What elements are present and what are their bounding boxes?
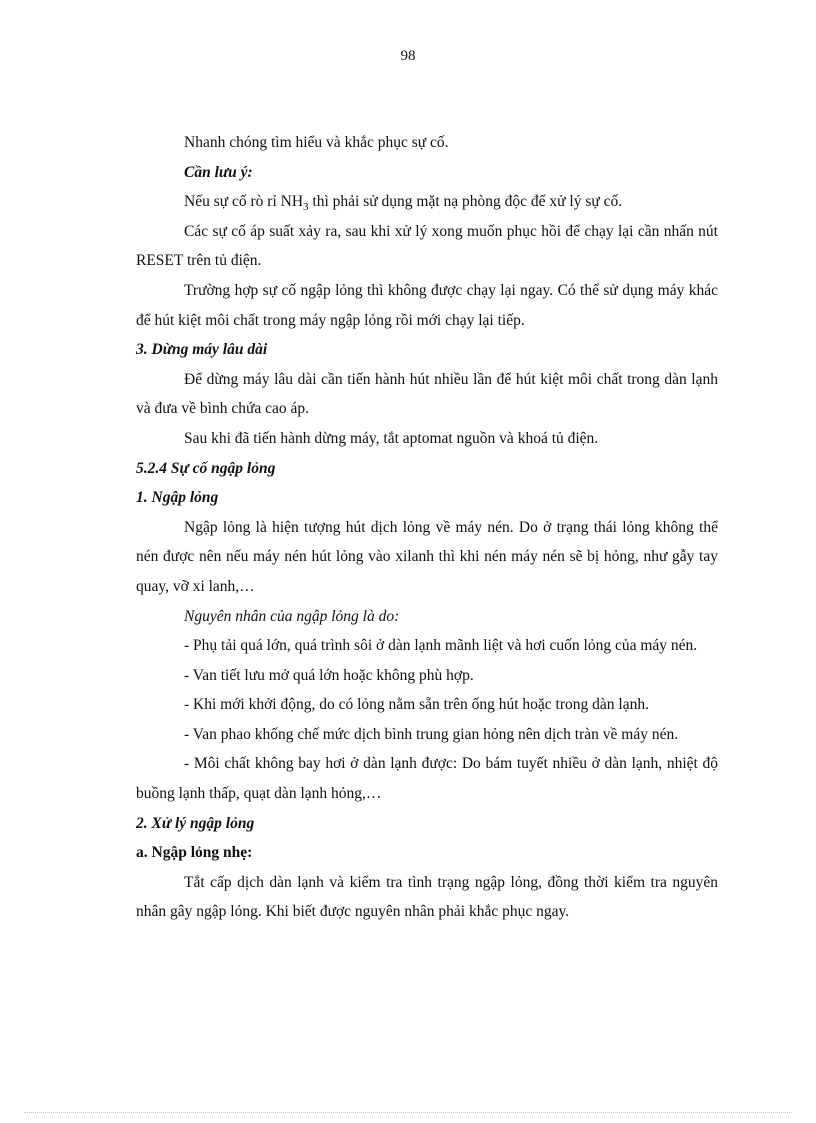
list-item-cause-3: - Khi mới khởi động, do có lỏng nằm sẵn trên ống hút hoặc trong dàn lạnh. <box>184 696 649 714</box>
paragraph-quick-fix: Nhanh chóng tìm hiểu và khắc phục sự cố. <box>184 134 449 151</box>
nh3-text-a: Nếu sự cố rò rỉ NH <box>184 193 304 211</box>
paragraph-power-off: Sau khi đã tiến hành dừng máy, tắt aptomat nguồn và khoá tủ điện. <box>184 429 599 447</box>
list-item-cause-4: - Van phao khống chế mức dịch bình trung gian hỏng nên dịch tràn về máy nén. <box>184 725 679 743</box>
nh3-subscript: 3 <box>303 201 309 214</box>
paragraph-nh3-leak <box>136 187 718 217</box>
page-number: 98 <box>400 48 416 64</box>
nh3-text-b: thì phải sử dụng mặt nạ phòng độc để xử lý sự cố. <box>308 193 623 211</box>
heading-mild-flooding: a. Ngập lỏng nhẹ: <box>136 844 253 862</box>
paragraph-flooding-restart: Trường hợp sự cố ngập lỏng thì không được chạy lại ngay. Có thể sử dụng máy khác để hút kiệt môi chất trong máy ngập lỏng rồi mới chạy lại tiếp. <box>136 281 718 329</box>
paragraph-causes-intro: Nguyên nhân của ngập lỏng là do: <box>184 607 400 625</box>
paragraph-long-stop: Để dừng máy lâu dài cần tiến hành hút nhiều lần để hút kiệt môi chất trong dàn lạnh và đưa về bình chứa cao áp. <box>136 370 718 418</box>
paragraph-mild-flooding: Tắt cấp dịch dàn lạnh và kiểm tra tình trạng ngập lỏng, đồng thời kiểm tra nguyên nhân gây ngập lỏng. Khi biết được nguyên nhân phải khắc phục ngay. <box>136 873 718 921</box>
list-item-cause-5: - Môi chất không bay hơi ở dàn lạnh được: Do bám tuyết nhiều ở dàn lạnh, nhiệt độ buồng lạnh thấp, quạt dàn lạnh hỏng,… <box>136 755 718 803</box>
heading-flooding: 1. Ngập lỏng <box>136 489 219 507</box>
paragraph-flooding-definition: Ngập lỏng là hiện tượng hút dịch lỏng về máy nén. Do ở trạng thái lỏng không thể nén được nên nếu máy nén hút lỏng vào xilanh thì khi nén máy nén sẽ bị hỏng, như gẫy tay quay, vỡ xi lanh,… <box>136 518 718 595</box>
heading-handling: 2. Xử lý ngập lỏng <box>136 814 255 832</box>
list-item-cause-2: - Van tiết lưu mở quá lớn hoặc không phù hợp. <box>184 666 474 684</box>
heading-section-5-2-4: 5.2.4 Sự cố ngập lỏng <box>136 459 276 477</box>
list-item-cause-1: - Phụ tải quá lớn, quá trình sôi ở dàn lạnh mãnh liệt và hơi cuốn lỏng của máy nén. <box>184 637 698 655</box>
heading-long-stop: 3. Dừng máy lâu dài <box>136 341 268 359</box>
document-body <box>136 128 718 927</box>
page-bottom-rule <box>24 1112 792 1113</box>
heading-note: Cần lưu ý: <box>184 163 253 181</box>
paragraph-pressure-reset: Các sự cố áp suất xảy ra, sau khi xử lý xong muốn phục hồi để chạy lại cần nhấn nút RESET trên tủ điện. <box>136 222 718 270</box>
